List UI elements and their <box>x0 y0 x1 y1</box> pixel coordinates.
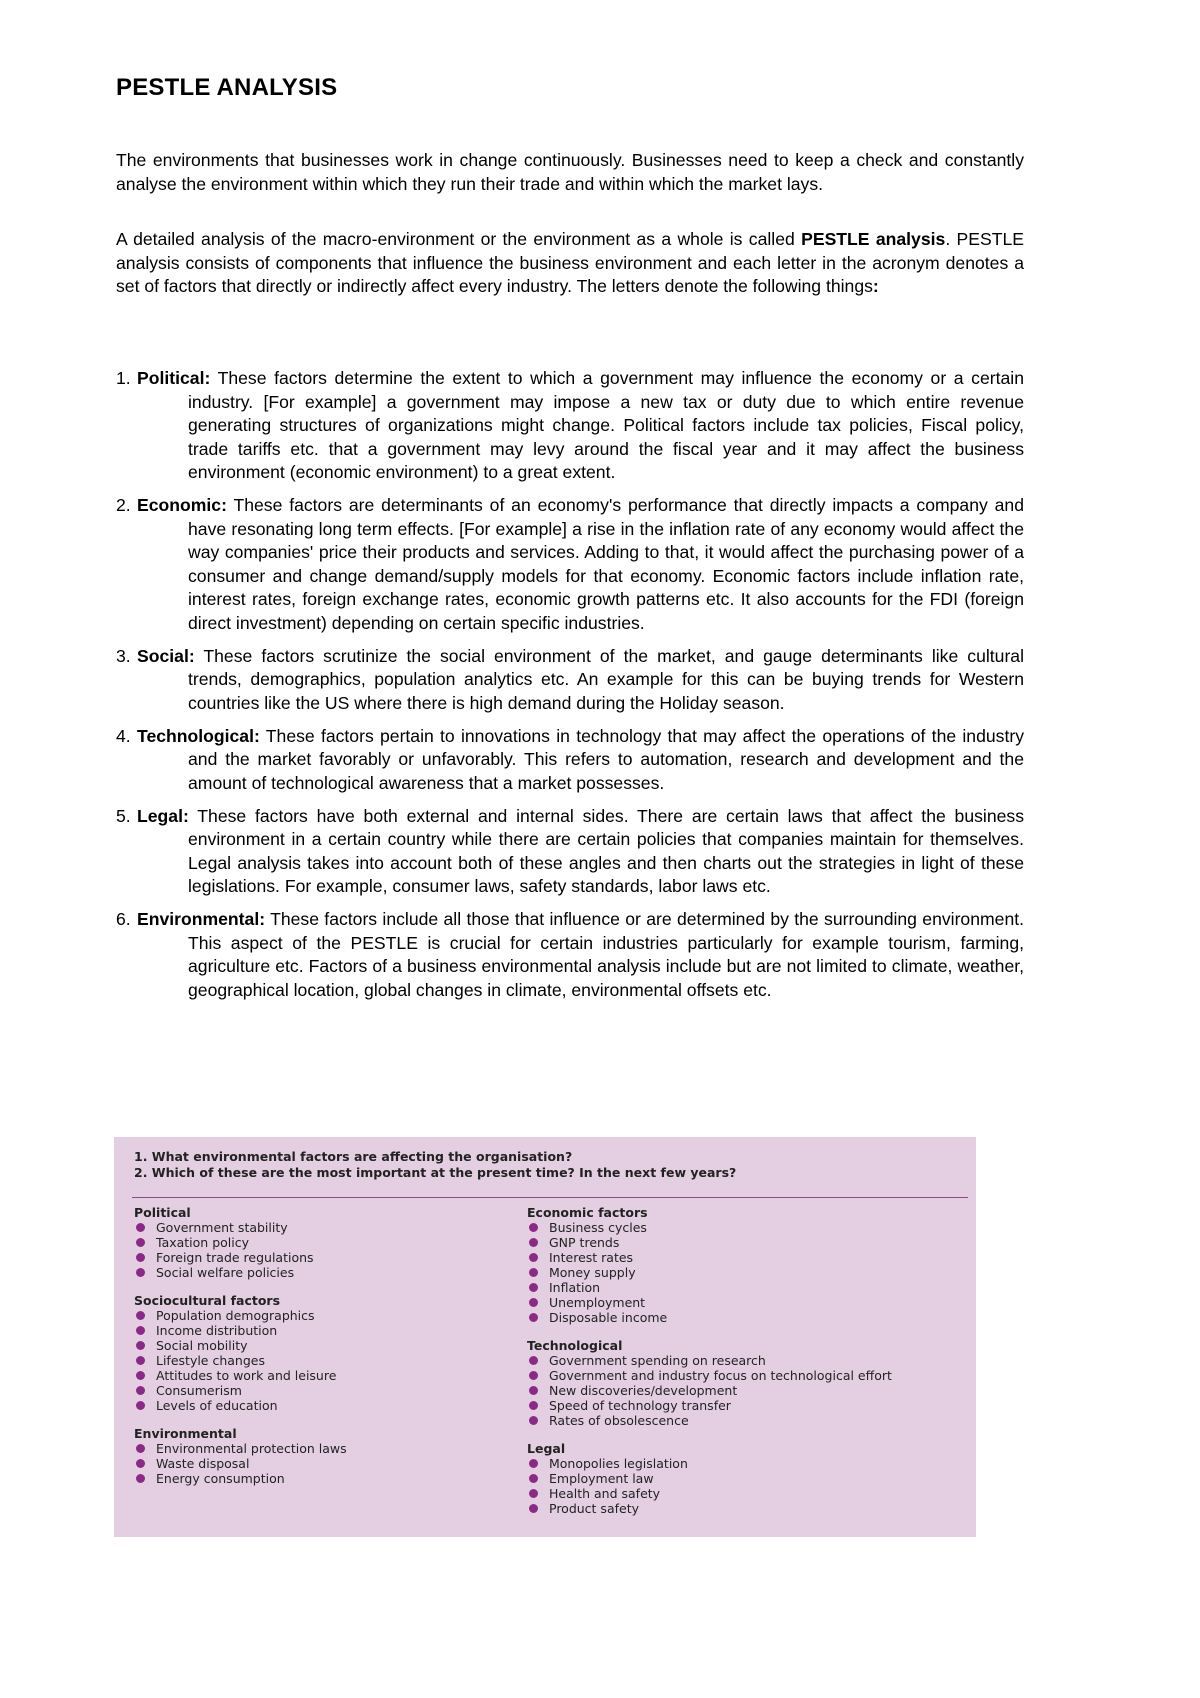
definition-colon: : <box>872 276 879 296</box>
pestle-factors-figure <box>114 1137 976 1537</box>
list-item <box>134 1323 514 1338</box>
bullet-icon <box>136 1474 145 1483</box>
list-item <box>134 1265 514 1280</box>
list-item <box>116 645 1024 716</box>
definition-paragraph <box>116 228 1024 299</box>
list-item <box>527 1353 947 1368</box>
definition-text-start: A detailed analysis of the macro-environment or the environment as a whole is called <box>116 229 802 249</box>
bullet-icon <box>529 1298 538 1307</box>
bullet-icon <box>529 1268 538 1277</box>
list-item-text: Social mobility <box>156 1338 248 1353</box>
list-item-text: Consumerism <box>156 1383 242 1398</box>
factor-group <box>134 1293 514 1413</box>
bullet-icon <box>136 1371 145 1380</box>
bullet-icon <box>136 1238 145 1247</box>
bullet-icon <box>529 1253 538 1262</box>
factor-description: These factors have both external and internal sides. There are certain laws that affect the business environment in a certain country while there are certain policies that companies maintain for themselves. Legal analysis takes into account both of these angles and then charts out the strategies in light of these legislations. For example, consumer laws, safety standards, labor laws etc. <box>188 805 1024 896</box>
list-number: 6. <box>116 909 131 929</box>
bullet-icon <box>136 1223 145 1232</box>
list-item-text: Attitudes to work and leisure <box>156 1368 337 1383</box>
list-item-text: Rates of obsolescence <box>549 1413 689 1428</box>
factor-description: These factors determine the extent to which a government may influence the economy or a certain industry. [For example] a government may impose a new tax or duty due to which entire revenue generating structures of organizations might change. Political factors include tax policies, Fiscal policy, trade tariffs etc. that a government may levy around the fiscal year and it may affect the business environment (economic environment) to a great extent. <box>188 368 1024 482</box>
list-item-text: Foreign trade regulations <box>156 1250 314 1265</box>
factor-group-list <box>134 1441 514 1486</box>
factor-group <box>527 1205 947 1325</box>
pestle-factor-list <box>116 367 1024 1012</box>
list-item-text: Social welfare policies <box>156 1265 295 1280</box>
list-item <box>527 1235 947 1250</box>
list-item-text: Government stability <box>156 1220 288 1235</box>
list-item <box>527 1265 947 1280</box>
bullet-icon <box>529 1459 538 1468</box>
factor-name: Economic: <box>137 495 227 515</box>
bullet-icon <box>529 1401 538 1410</box>
bullet-icon <box>136 1386 145 1395</box>
list-item <box>134 1398 514 1413</box>
list-item-text: Speed of technology transfer <box>549 1398 731 1413</box>
list-number: 3. <box>116 645 131 666</box>
bullet-icon <box>529 1223 538 1232</box>
bullet-icon <box>529 1313 538 1322</box>
list-item <box>134 1471 514 1486</box>
factor-group-list <box>527 1456 947 1516</box>
list-number: 2. <box>116 495 131 515</box>
list-item-text: Environmental protection laws <box>156 1441 347 1456</box>
list-item <box>527 1220 947 1235</box>
factor-name: Legal: <box>137 805 189 826</box>
list-item-text: Inflation <box>549 1280 601 1295</box>
bullet-icon <box>136 1326 145 1335</box>
list-item-text: Health and safety <box>549 1486 661 1501</box>
list-item-text: Population demographics <box>156 1308 315 1323</box>
factor-description: These factors are determinants of an economy's performance that directly impacts a company and have resonating long term effects. [For example] a rise in the inflation rate of any economy would affect the way companies' price their products and services. Adding to that, it would affect the purchasing power of a consumer and change demand/supply models for that economy. Economic factors include inflation rate, interest rates, foreign exchange rates, economic growth patterns etc. It also accounts for the FDI (foreign direct investment) depending on certain specific industries. <box>188 495 1024 633</box>
factor-group <box>527 1338 947 1428</box>
list-item-text: Product safety <box>549 1501 639 1516</box>
factor-group-list <box>527 1353 947 1428</box>
list-item <box>134 1250 514 1265</box>
list-item <box>527 1413 947 1428</box>
list-item <box>116 725 1024 796</box>
list-item <box>527 1501 947 1516</box>
factor-name: Political: <box>137 368 211 388</box>
list-item <box>134 1308 514 1323</box>
list-item <box>527 1295 947 1310</box>
list-item-text: Unemployment <box>549 1295 646 1310</box>
list-item <box>527 1383 947 1398</box>
list-item <box>527 1310 947 1325</box>
factor-group <box>134 1205 514 1280</box>
list-item <box>527 1398 947 1413</box>
bullet-icon <box>529 1474 538 1483</box>
list-item-text: Levels of education <box>156 1398 278 1413</box>
bullet-icon <box>529 1416 538 1425</box>
list-item-text: Monopolies legislation <box>549 1456 688 1471</box>
list-item <box>116 908 1024 1002</box>
bullet-icon <box>136 1459 145 1468</box>
definition-text-end: . PESTLE analysis consists of components that influence the business environment and each letter in the acronym denotes a set of factors that directly or indirectly affect every industry. The letters denote the following things <box>116 229 1024 296</box>
bullet-icon <box>136 1268 145 1277</box>
list-item <box>134 1220 514 1235</box>
list-number: 1. <box>116 368 131 388</box>
list-item-text: Waste disposal <box>156 1456 250 1471</box>
list-item-text: Government spending on research <box>549 1353 766 1368</box>
list-item-text: Income distribution <box>156 1323 278 1338</box>
list-item <box>134 1353 514 1368</box>
factor-name: Technological: <box>137 725 260 746</box>
figure-question-1: 1. What environmental factors are affecting the organisation? <box>134 1149 573 1164</box>
list-item <box>527 1456 947 1471</box>
bullet-icon <box>529 1283 538 1292</box>
factor-group-heading: Sociocultural factors <box>134 1293 281 1308</box>
list-item-text: Business cycles <box>549 1220 647 1235</box>
factor-group-heading: Political <box>134 1205 191 1220</box>
list-item <box>116 805 1024 899</box>
factor-name: Social: <box>137 645 195 666</box>
list-number: 5. <box>116 805 131 826</box>
list-item-text: Government and industry focus on technological effort <box>549 1368 892 1383</box>
list-item-text: GNP trends <box>549 1235 620 1250</box>
list-item <box>134 1338 514 1353</box>
factor-group-heading: Technological <box>527 1338 623 1353</box>
factor-group-heading: Environmental <box>134 1426 237 1441</box>
factor-group <box>527 1441 947 1516</box>
bullet-icon <box>136 1253 145 1262</box>
list-item-text: Interest rates <box>549 1250 634 1265</box>
pestle-analysis-term: PESTLE analysis <box>801 229 946 249</box>
list-item <box>134 1441 514 1456</box>
list-item <box>527 1368 947 1383</box>
factor-group <box>134 1426 514 1486</box>
list-item-text: Taxation policy <box>156 1235 249 1250</box>
bullet-icon <box>529 1489 538 1498</box>
factor-description: These factors include all those that influence or are determined by the surrounding environment. This aspect of the PESTLE is crucial for certain industries particularly for example tourism, farming, agriculture etc. Factors of a business environmental analysis include but are not limited to climate, weather, geographical location, global changes in climate, environmental offsets etc. <box>188 909 1024 1000</box>
list-item <box>134 1368 514 1383</box>
page-title: PESTLE ANALYSIS <box>116 74 338 101</box>
list-item <box>527 1471 947 1486</box>
bullet-icon <box>529 1238 538 1247</box>
bullet-icon <box>529 1386 538 1395</box>
factor-name: Environmental: <box>137 909 266 929</box>
figure-left-column <box>134 1205 514 1499</box>
list-item <box>527 1486 947 1501</box>
bullet-icon <box>136 1341 145 1350</box>
bullet-icon <box>529 1504 538 1513</box>
factor-group-list <box>527 1220 947 1325</box>
list-item <box>134 1235 514 1250</box>
factor-group-list <box>134 1308 514 1413</box>
list-item-text: Money supply <box>549 1265 636 1280</box>
factor-group-list <box>134 1220 514 1280</box>
factor-group-heading: Legal <box>527 1441 566 1456</box>
figure-right-column <box>527 1205 947 1529</box>
list-item-text: Energy consumption <box>156 1471 285 1486</box>
factor-description: These factors pertain to innovations in technology that may affect the operations of the industry and the market favorably or unfavorably. This refers to automation, research and development and the amount of technological awareness that a market possesses. <box>188 725 1024 793</box>
list-item <box>134 1456 514 1471</box>
list-item-text: Disposable income <box>549 1310 668 1325</box>
bullet-icon <box>136 1401 145 1410</box>
list-item-text: Employment law <box>549 1471 654 1486</box>
list-item-text: New discoveries/development <box>549 1383 738 1398</box>
list-item <box>527 1250 947 1265</box>
bullet-icon <box>136 1311 145 1320</box>
list-item <box>134 1383 514 1398</box>
list-item <box>116 367 1024 485</box>
intro-paragraph: The environments that businesses work in change continuously. Businesses need to keep a check and constantly analyse the environment within which they run their trade and within which the market lays. <box>116 150 1024 194</box>
list-item <box>527 1280 947 1295</box>
factor-group-heading: Economic factors <box>527 1205 648 1220</box>
bullet-icon <box>529 1356 538 1365</box>
list-item <box>116 494 1024 635</box>
figure-divider <box>132 1197 968 1198</box>
factor-description: These factors scrutinize the social environment of the market, and gauge determinants like cultural trends, demographics, population analytics etc. An example for this can be buying trends for Western countries like the US where there is high demand during the Holiday season. <box>188 645 1024 713</box>
figure-question-2: 2. Which of these are the most important at the present time? In the next few years? <box>134 1165 737 1180</box>
list-item-text: Lifestyle changes <box>156 1353 265 1368</box>
bullet-icon <box>529 1371 538 1380</box>
bullet-icon <box>136 1356 145 1365</box>
bullet-icon <box>136 1444 145 1453</box>
list-number: 4. <box>116 725 131 746</box>
